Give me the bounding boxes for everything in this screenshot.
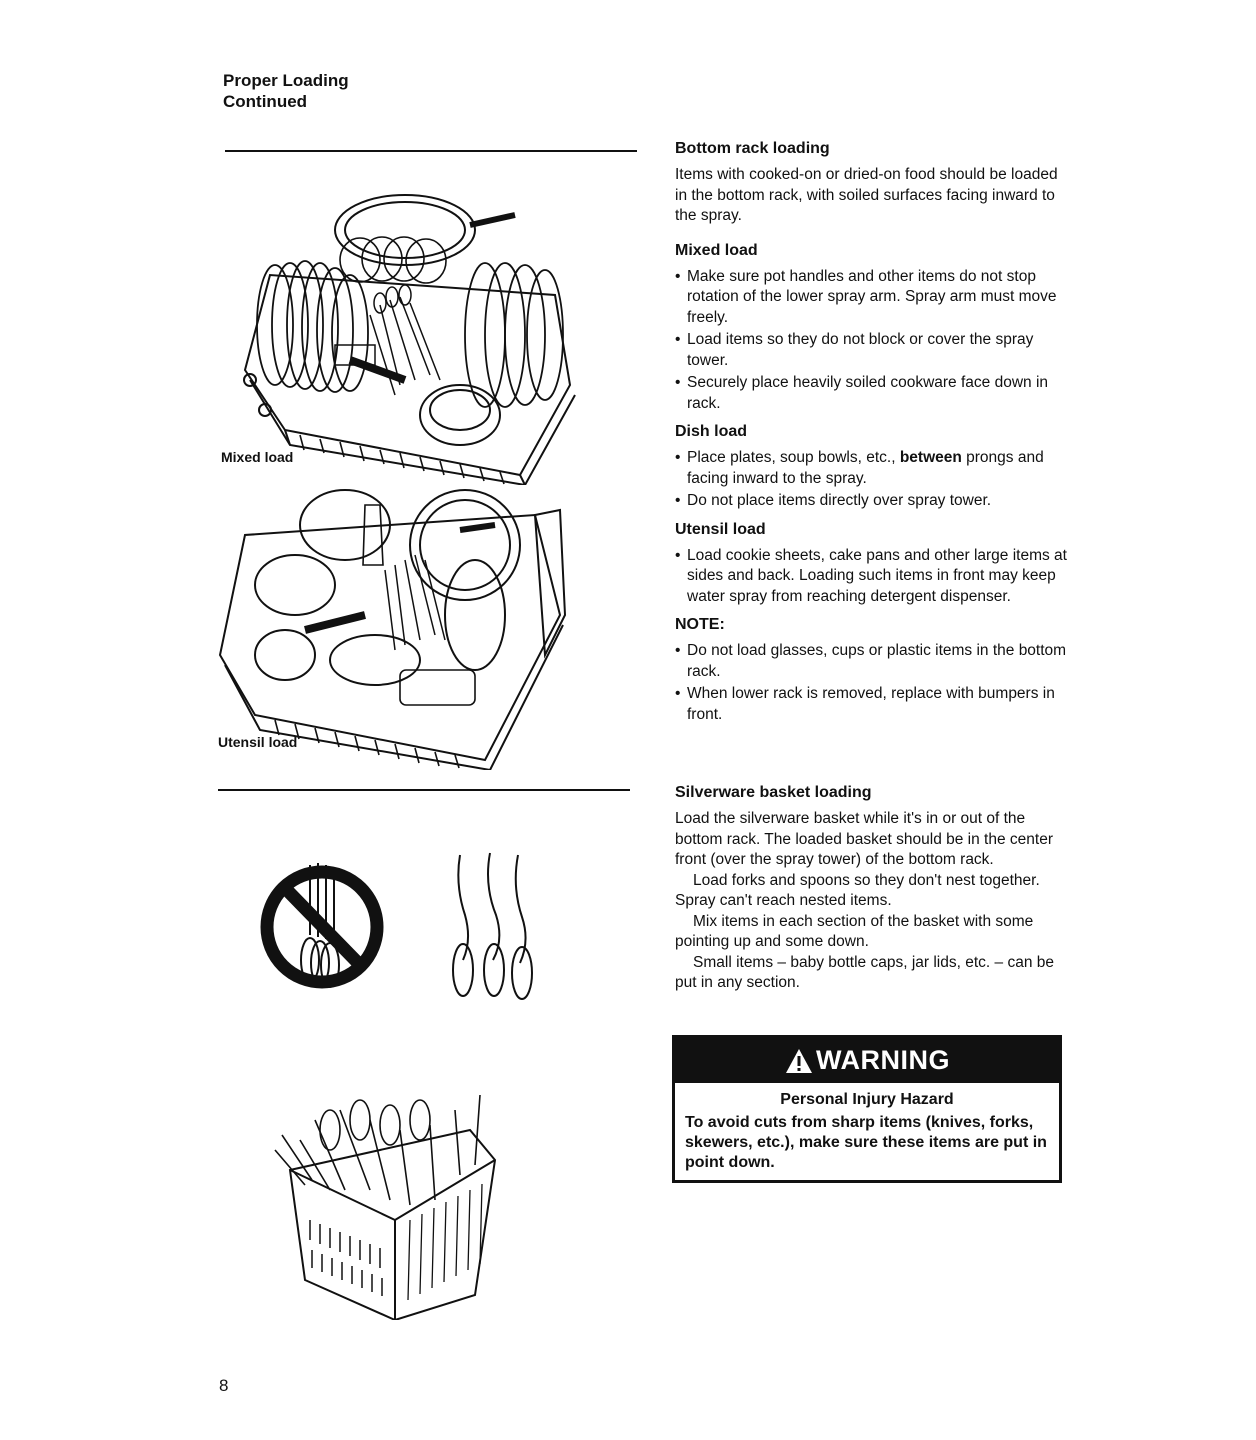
silverware-section: [675, 783, 1067, 994]
silverware-basket-illustration: [270, 1080, 520, 1320]
utensil-load-list: [675, 546, 1067, 608]
section-title: [223, 70, 349, 112]
mixed-load-heading: Mixed load: [675, 241, 758, 259]
silverware-paragraph-1: Load the silverware basket while it's in or out of the bottom rack. The loaded basket should be in the center front (over the spray tower) of the bottom rack.: [675, 810, 1053, 868]
utensil-load-heading: Utensil load: [675, 520, 766, 538]
silverware-paragraph-3: Mix items in each section of the basket with some pointing up and some down.: [675, 912, 1034, 950]
dish-item-text-rest: prongs and facing inward to the spray.: [687, 449, 1044, 487]
mixed-load-illustration: [230, 185, 580, 485]
note-heading: NOTE:: [675, 616, 725, 633]
warning-subtitle: Personal Injury Hazard: [780, 1091, 954, 1108]
warning-text: To avoid cuts from sharp items (knives, forks, skewers, etc.), make sure these items are put in point down.: [685, 1114, 1047, 1171]
warning-triangle-icon: [784, 1047, 814, 1075]
list-item: [675, 448, 1067, 489]
list-item: • Securely place heavily soiled cookware face down in rack.: [675, 373, 1067, 414]
section-title-line2: Continued: [223, 92, 308, 111]
note-list: [675, 641, 1067, 725]
dish-item-emphasis: between: [899, 449, 962, 466]
silverware-heading: Silverware basket loading: [675, 784, 872, 801]
no-nesting-illustration: [260, 845, 550, 1005]
list-item: • When lower rack is removed, replace with bumpers in front.: [675, 684, 1067, 725]
top-divider: [225, 150, 637, 152]
section-title-line1: Proper Loading: [223, 71, 349, 90]
warning-banner: [675, 1038, 1059, 1083]
bottom-rack-heading: Bottom rack loading: [675, 140, 830, 157]
silverware-paragraph-4: Small items – baby bottle caps, jar lids, etc. – can be put in any section.: [675, 953, 1054, 991]
dish-item-text: Place plates, soup bowls, etc.,: [687, 449, 900, 466]
utensil-load-caption: Utensil load: [218, 734, 298, 750]
silverware-paragraph-2: Load forks and spoons so they don't nest together. Spray can't reach nested items.: [675, 871, 1040, 909]
list-item: • Load items so they do not block or cover the spray tower.: [675, 330, 1067, 371]
dish-load-heading: Dish load: [675, 423, 748, 440]
warning-box: [672, 1035, 1062, 1183]
list-item: • Load cookie sheets, cake pans and other large items at sides and back. Loading such items in front may keep water spray from reaching detergent dispenser.: [675, 546, 1067, 608]
dish-load-list: [675, 448, 1067, 512]
middle-divider: [218, 789, 630, 791]
page-number: 8: [219, 1376, 229, 1395]
utensil-load-illustration: [215, 475, 570, 770]
list-item: • Do not load glasses, cups or plastic items in the bottom rack.: [675, 641, 1067, 682]
mixed-load-list: [675, 267, 1067, 415]
bottom-rack-section: [675, 139, 1067, 733]
mixed-load-caption: Mixed load: [221, 449, 294, 465]
warning-title: WARNING: [816, 1045, 950, 1075]
list-item: • Do not place items directly over spray tower.: [675, 491, 1067, 512]
list-item: • Make sure pot handles and other items do not stop rotation of the lower spray arm. Spray arm must move freely.: [675, 267, 1067, 329]
bottom-rack-intro: Items with cooked-on or dried-on food should be loaded in the bottom rack, with soiled surfaces facing inward to the spray.: [675, 166, 1058, 224]
